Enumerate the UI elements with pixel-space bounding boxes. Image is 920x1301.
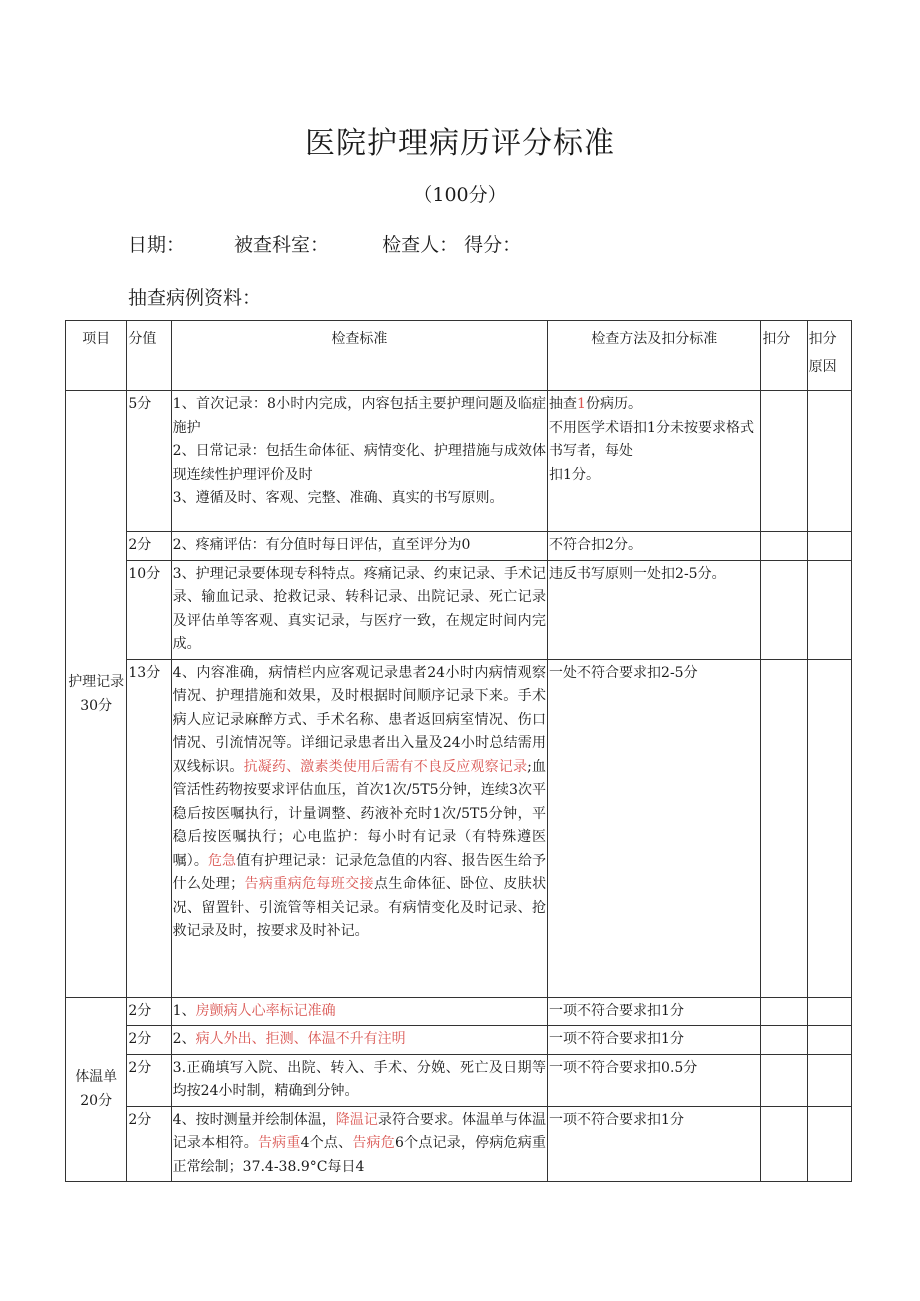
standard-text: ;血管活性药物按要求评估血压，首次1次/5T5分钟，连续3次平稳后按医嘱执行，计量调整、药液补充时1次/5T5分钟，平稳后按医嘱执行；心电监护：每小时有记录（有特殊遵医嘱）。 <box>172 758 547 869</box>
score-cell: 13分 <box>127 659 171 997</box>
standard-text: 录符合要求。体温单与体温记录本相符。 <box>172 1111 547 1151</box>
date-label: 日期： <box>128 234 186 256</box>
standard-text: 点生命体征、卧位、皮肤状况、留置针、引流管等相关记录。有病情变化及时记录、抢救记录及时，按要求及时补记。 <box>172 876 547 939</box>
standard-cell <box>171 997 547 1026</box>
score-cell: 2分 <box>127 1106 171 1182</box>
score-label: 得分： <box>464 234 522 256</box>
standard-highlight: 告病重病危每班交接 <box>244 876 374 892</box>
standard-cell: 3、护理记录要体现专科特点。疼痛记录、约束记录、手术记录、输血记录、抢救记录、转科记录、出院记录、死亡记录及评估单等客观、真实记录，与医疗一致，在规定时间内完成。 <box>171 560 547 659</box>
section-nursing: 护理记录30分 <box>66 391 127 998</box>
inspector-label: 检查人： <box>382 234 459 256</box>
header-method: 检查方法及扣分标准 <box>548 321 761 391</box>
deduct-cell[interactable] <box>761 1026 807 1055</box>
method-cell: 一处不符合要求扣2-5分 <box>548 659 761 997</box>
header-standard: 检查标准 <box>171 321 547 391</box>
reason-cell[interactable] <box>807 997 851 1026</box>
deduct-cell[interactable] <box>761 532 807 561</box>
reason-cell[interactable] <box>807 1054 851 1106</box>
method-cell: 一项不符合要求扣1分 <box>548 1026 761 1055</box>
method-cell: 一项不符合要求扣1分 <box>548 997 761 1026</box>
deduct-cell[interactable] <box>761 997 807 1026</box>
standard-cell: 3.正确填写入院、出院、转入、手术、分娩、死亡及日期等均按24小时制，精确到分钟。 <box>171 1054 547 1106</box>
score-cell: 2分 <box>127 532 171 561</box>
method-cell <box>548 391 761 532</box>
score-cell: 2分 <box>127 1026 171 1055</box>
method-cell: 一项不符合要求扣0.5分 <box>548 1054 761 1106</box>
score-cell: 5分 <box>127 391 171 532</box>
standard-highlight: 危急 <box>207 852 237 869</box>
standard-text: 4个点、 <box>300 1135 353 1151</box>
standard-text: 4、按时测量并绘制体温， <box>172 1111 336 1128</box>
reason-cell[interactable] <box>807 532 851 561</box>
standard-text: 4、内容准确，病情栏内应客观记录患者24小时内病情观察情况、护理措施和效果，及时根据时间顺序记录下来。手术病人应记录麻醉方式、手术名称、患者返回病室情况、伤口情况、引流情况等。详细记录患者出入量及24小时总结需用双线标识。 <box>172 664 547 775</box>
score-cell: 10分 <box>127 560 171 659</box>
standard-highlight: 病人外出、拒测、体温不升有注明 <box>195 1031 406 1047</box>
scoring-table <box>65 320 852 1182</box>
department-label: 被查科室： <box>234 234 330 256</box>
deduct-cell[interactable] <box>761 391 807 532</box>
header-row <box>66 321 852 391</box>
deduct-cell[interactable] <box>761 560 807 659</box>
standard-highlight: 降温记 <box>335 1111 378 1128</box>
page-title: 医院护理病历评分标准 <box>305 126 615 161</box>
standard-text: 值有护理记录：记录危急值的内容、报告医生给予什么处理； <box>172 852 547 892</box>
method-text: 份病历。 不用医学术语扣1分未按要求格式书写者，每处 扣1分。 <box>549 396 754 483</box>
table-row <box>66 1106 852 1182</box>
standard-text: 1、 <box>172 1002 196 1019</box>
standard-cell <box>171 1106 547 1182</box>
header-deduct: 扣分 <box>761 321 807 391</box>
table-row <box>66 1026 852 1055</box>
table-row <box>66 391 852 532</box>
method-cell: 违反书写原则一处扣2-5分。 <box>548 560 761 659</box>
method-cell: 一项不符合要求扣1分 <box>548 1106 761 1182</box>
table-row <box>66 997 852 1026</box>
section-temperature: 体温单20分 <box>66 997 127 1182</box>
standard-highlight: 抗凝药、激素类使用后需有不良反应观察记录 <box>243 758 528 775</box>
table-row <box>66 560 852 659</box>
meta-line <box>128 230 521 257</box>
reason-cell[interactable] <box>807 560 851 659</box>
standard-cell: 1、首次记录：8小时内完成，内容包括主要护理问题及临症施护 2、日常记录：包括生命体征、病情变化、护理措施与成效体现连续性护理评价及时 3、遵循及时、客观、完整、准确、真实的书写原则。 <box>171 391 547 532</box>
reason-cell[interactable] <box>807 1106 851 1182</box>
standard-text: 6个点记录，停病危病重正常绘制；37.4-38.9°C每日4 <box>172 1135 547 1175</box>
header-item: 项目 <box>66 321 127 391</box>
case-info-label: 抽查病例资料： <box>128 287 262 309</box>
table-row <box>66 1054 852 1106</box>
method-highlight: 1 <box>577 396 586 412</box>
deduct-cell[interactable] <box>761 659 807 997</box>
standard-text: 2、 <box>172 1031 196 1047</box>
reason-cell[interactable] <box>807 659 851 997</box>
reason-cell[interactable] <box>807 391 851 532</box>
standard-highlight: 告病重 <box>257 1135 301 1151</box>
total-score: （100分） <box>413 184 507 206</box>
method-text: 抽查 <box>549 396 578 412</box>
deduct-cell[interactable] <box>761 1106 807 1182</box>
standard-highlight: 告病危 <box>352 1135 395 1151</box>
reason-cell[interactable] <box>807 1026 851 1055</box>
score-cell: 2分 <box>127 1054 171 1106</box>
deduct-cell[interactable] <box>761 1054 807 1106</box>
standard-highlight: 房颤病人心率标记准确 <box>195 1002 336 1019</box>
method-cell: 不符合扣2分。 <box>548 532 761 561</box>
standard-cell <box>171 1026 547 1055</box>
score-cell: 2分 <box>127 997 171 1026</box>
header-reason: 扣分原因 <box>808 331 837 375</box>
standard-cell: 2、疼痛评估：有分值时每日评估，直至评分为0 <box>171 532 547 561</box>
table-row <box>66 659 852 997</box>
standard-cell <box>171 659 547 997</box>
header-score: 分值 <box>127 321 171 391</box>
table-row <box>66 532 852 561</box>
